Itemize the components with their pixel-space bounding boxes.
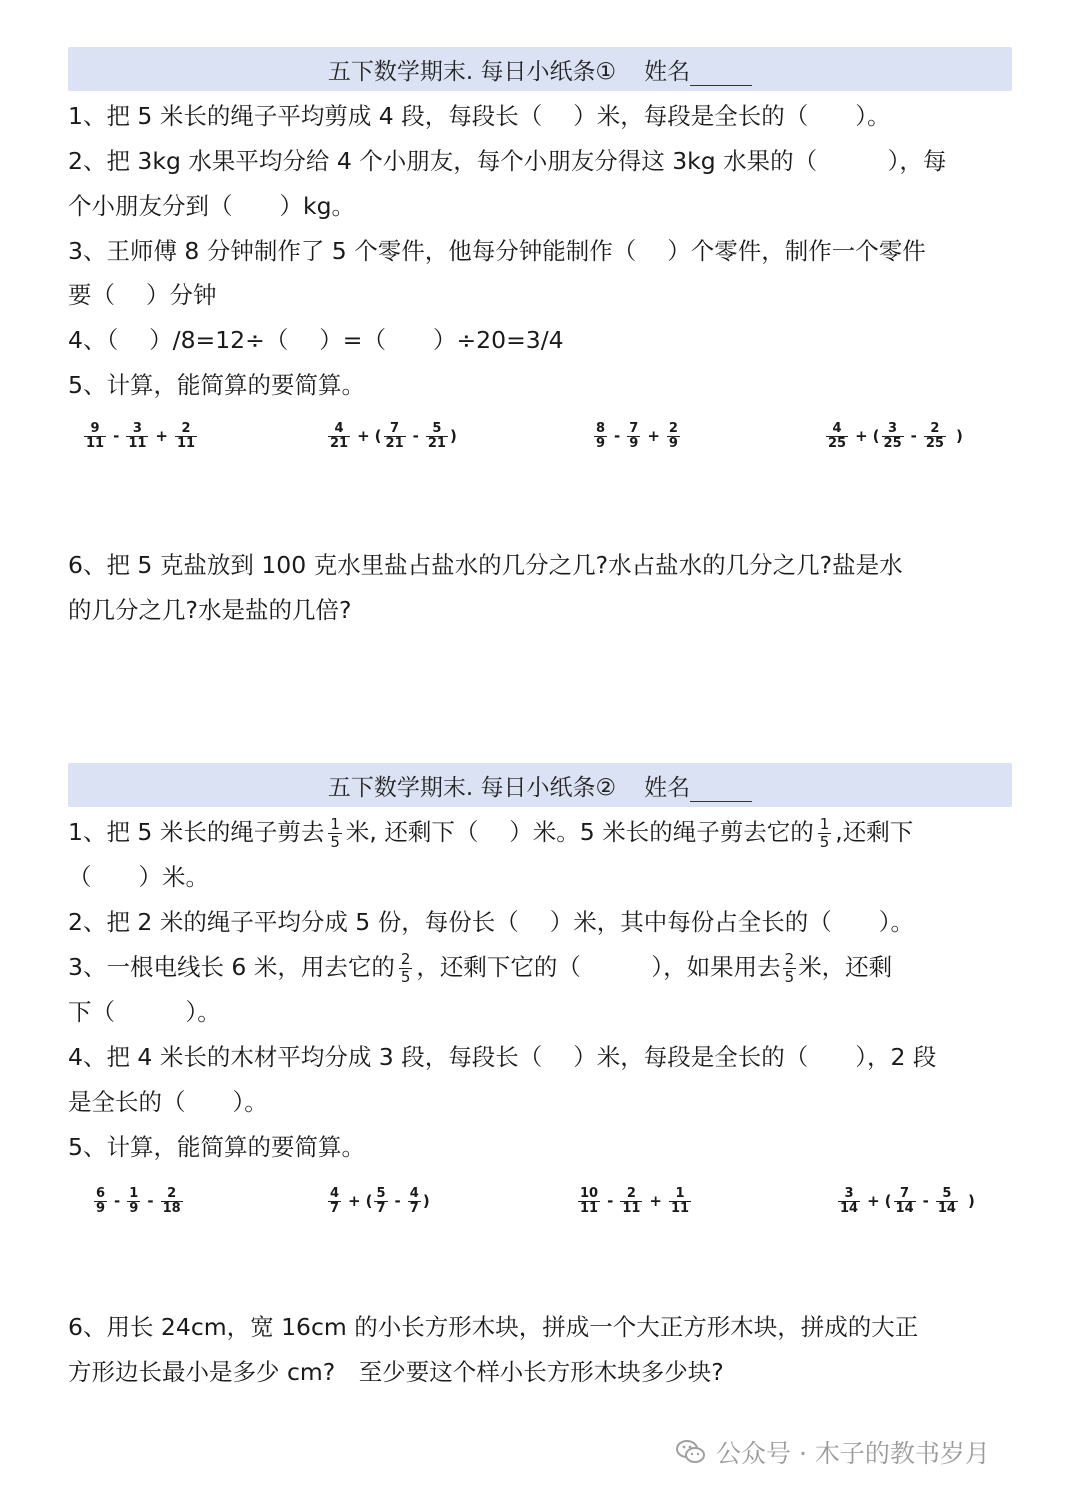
sheet2-q2: 2、把 2 米的绳子平均分成 5 份，每份长（ ）米，其中每份占全长的（ ）。 [68,908,914,936]
fraction: $\frac{4}{7}$ [409,1185,419,1216]
wechat-icon [676,1439,706,1465]
fraction: $\frac{7}{9}$ [629,420,639,451]
sheet2-title: 五下数学期末. 每日小纸条② [327,774,617,801]
sheet2-q4-line1: 4、把 4 米长的木材平均分成 3 段，每段长（ ）米，每段是全长的（ ），2 段 [68,1043,937,1071]
sheet1-calc-4: $\frac{4}{25}$ + ( $\frac{3}{25}$ - $\frac{2}{25}$ ) [828,420,963,451]
sheet2-q6-line2: 方形边长最小是多少 cm? 至少要这个样小长方形木块多少块? [68,1358,724,1386]
sheet1-q2-line2: 个小朋友分到（ ）kg。 [68,192,356,220]
fraction: $\frac{2}{25}$ [925,420,944,451]
sheet2-q3-line2: 下（ ）。 [68,998,221,1026]
fraction: $\frac{5}{14}$ [937,1185,956,1216]
sheet1-title: 五下数学期末. 每日小纸条① [327,58,617,85]
sheet1-q6-line2: 的几分之几?水是盐的几倍? [68,596,352,624]
sheet1-calc-1: $\frac{9}{11}$ - $\frac{3}{11}$ + $\frac{2}{11}$ [86,420,196,451]
sheet2-calc-4: $\frac{3}{14}$ + ( $\frac{7}{14}$ - $\frac{5}{14}$ ) [840,1185,975,1216]
sheet2-calc-1: $\frac{6}{9}$ - $\frac{1}{9}$ - $\frac{2}{18}$ [96,1185,181,1216]
sheet2-name-label: 姓名 [644,774,691,801]
fraction: $\frac{6}{9}$ [96,1185,106,1216]
sheet2-header [68,763,1012,807]
sheet2-q3-line1: 3、一根电线长 6 米，用去它的 $\frac{2}{5}$ ，还剩下它的（ ），如果用去 $\frac{2}{5}$ 米，还剩 [68,950,893,986]
fraction: $\frac{1}{11}$ [671,1185,690,1216]
sheet2-q1-line2: （ ）米。 [68,863,209,891]
fraction: $\frac{2}{18}$ [162,1185,181,1216]
fraction: $\frac{7}{21}$ [385,420,404,451]
fraction: $\frac{5}{7}$ [376,1185,386,1216]
fraction: $\frac{1}{9}$ [129,1185,139,1216]
sheet1-name-blank[interactable] [690,63,752,86]
sheet1-calc-3: $\frac{8}{9}$ - $\frac{7}{9}$ + $\frac{2}{9}$ [596,420,678,451]
fraction: $\frac{8}{9}$ [596,420,606,451]
fraction: $\frac{10}{11}$ [580,1185,599,1216]
fraction: $\frac{4}{25}$ [828,420,847,451]
fraction: $\frac{2}{5}$ [784,950,795,986]
fraction: $\frac{1}{5}$ [330,815,340,851]
fraction: $\frac{5}{21}$ [427,420,446,451]
watermark [676,1432,990,1472]
sheet2-calc-2: $\frac{4}{7}$ + ( $\frac{5}{7}$ - $\frac{4}{7}$ ) [330,1185,430,1216]
fraction: $\frac{2}{9}$ [668,420,678,451]
fraction: $\frac{3}{11}$ [128,420,147,451]
sheet2-name-blank[interactable] [690,779,752,802]
fraction: $\frac{7}{14}$ [895,1185,914,1216]
sheet1-calc-2: $\frac{4}{21}$ + ( $\frac{7}{21}$ - $\frac{5}{21}$ ) [330,420,457,451]
fraction: $\frac{3}{25}$ [883,420,902,451]
sheet2-q4-line2: 是全长的（ ）。 [68,1088,268,1116]
sheet1-q3-line1: 3、王师傅 8 分钟制作了 5 个零件，他每分钟能制作（ ）个零件，制作一个零件 [68,237,926,265]
fraction: $\frac{2}{11}$ [622,1185,641,1216]
sheet1-q5: 5、计算，能简算的要简算。 [68,371,365,399]
watermark-text: 公众号 · 木子的教书岁月 [716,1439,990,1468]
fraction: $\frac{9}{11}$ [86,420,105,451]
sheet2-q6-line1: 6、用长 24cm，宽 16cm 的小长方形木块，拼成一个大正方形木块，拼成的大正 [68,1313,919,1341]
sheet1-q4: 4、（ ）/8=12÷（ ）=（ ）÷20=3/4 [68,326,564,354]
fraction: $\frac{2}{5}$ [400,950,411,986]
sheet1-name-label: 姓名 [644,58,691,85]
sheet1-header [68,47,1012,91]
sheet1-q3-line2: 要（ ）分钟 [68,281,217,309]
fraction: $\frac{1}{5}$ [819,815,830,851]
sheet2-calc-3: $\frac{10}{11}$ - $\frac{2}{11}$ + $\frac{1}{11}$ [580,1185,690,1216]
sheet2-q5: 5、计算，能简算的要简算。 [68,1133,365,1161]
fraction: $\frac{4}{21}$ [330,420,349,451]
sheet1-q2-line1: 2、把 3kg 水果平均分给 4 个小朋友，每个小朋友分得这 3kg 水果的（ ），每 [68,147,947,175]
fraction: $\frac{2}{11}$ [177,420,196,451]
sheet1-q6-line1: 6、把 5 克盐放到 100 克水里盐占盐水的几分之几?水占盐水的几分之几?盐是水 [68,551,903,579]
sheet2-q1-line1: 1、把 5 米长的绳子剪去 $\frac{1}{5}$ 米, 还剩下（ ）米。5 米长的绳子剪去它的 $\frac{1}{5}$ ,还剩下 [68,815,914,851]
sheet1-q1: 1、把 5 米长的绳子平均剪成 4 段，每段长（ ）米，每段是全长的（ ）。 [68,102,891,130]
fraction: $\frac{3}{14}$ [840,1185,859,1216]
fraction: $\frac{4}{7}$ [330,1185,340,1216]
